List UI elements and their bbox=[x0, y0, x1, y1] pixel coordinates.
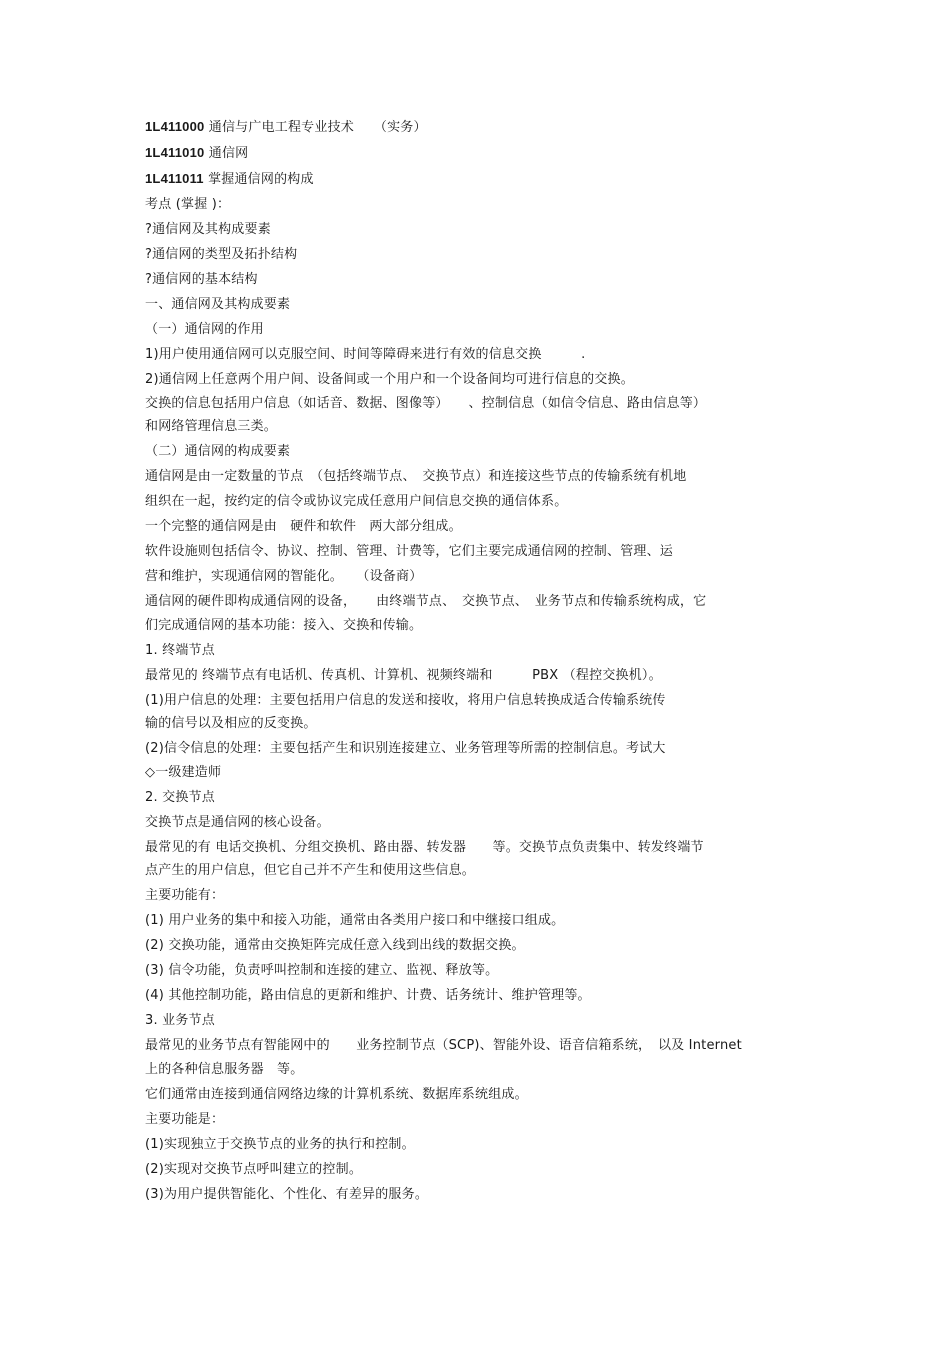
text-line: 一个完整的通信网是由 硬件和软件 两大部分组成。 bbox=[145, 519, 462, 534]
text-line: 它们通常由连接到通信网络边缘的计算机系统、数据库系统组成。 bbox=[145, 1087, 528, 1102]
text-line: 点产生的用户信息，但它自己并不产生和使用这些信息。 bbox=[145, 863, 476, 878]
text-line: (2)实现对交换节点呼叫建立的控制。 bbox=[145, 1162, 363, 1177]
text-lines bbox=[145, 197, 825, 1203]
section-code: 1L411000 bbox=[145, 119, 205, 134]
text-line: (3) 信令功能，负责呼叫控制和连接的建立、监视、释放等。 bbox=[145, 963, 499, 978]
section-title: 通信网 bbox=[208, 146, 249, 161]
text-line: (3)为用户提供智能化、个性化、有差异的服务。 bbox=[145, 1187, 429, 1202]
text-line: 最常见的 终端节点有电话机、传真机、计算机、视频终端和 PBX （程控交换机）。 bbox=[145, 668, 662, 683]
text-line: 最常见的有 电话交换机、分组交换机、路由器、转发器 等。交换节点负责集中、转发终端节 bbox=[145, 840, 704, 855]
text-line: 一、通信网及其构成要素 bbox=[145, 297, 291, 312]
document-body bbox=[145, 119, 825, 1203]
text-line: 2. 交换节点 bbox=[145, 790, 215, 805]
section-title: 通信与广电工程专业技术 （实务） bbox=[208, 120, 427, 135]
section-title: 掌握通信网的构成 bbox=[208, 172, 314, 187]
text-line: 主要功能有： bbox=[145, 888, 225, 903]
text-line: (1)用户信息的处理：主要包括用户信息的发送和接收，将用户信息转换成适合传输系统传 bbox=[145, 693, 666, 708]
text-line: (4) 其他控制功能，路由信息的更新和维护、计费、话务统计、维护管理等。 bbox=[145, 988, 591, 1003]
text-line: 和网络管理信息三类。 bbox=[145, 419, 278, 434]
text-line: 交换节点是通信网的核心设备。 bbox=[145, 815, 330, 830]
text-line: 们完成通信网的基本功能：接入、交换和传输。 bbox=[145, 618, 423, 633]
text-line: 交换的信息包括用户信息（如话音、数据、图像等） 、控制信息（如信令信息、路由信息等） bbox=[145, 396, 707, 411]
text-line: 1. 终端节点 bbox=[145, 643, 215, 658]
heading-line bbox=[145, 119, 825, 136]
heading-line bbox=[145, 145, 825, 162]
section-code: 1L411011 bbox=[145, 171, 204, 186]
text-line: 2)通信网上任意两个用户间、设备间或一个用户和一个设备间均可进行信息的交换。 bbox=[145, 372, 634, 387]
text-line: 通信网的硬件即构成通信网的设备， 由终端节点、 交换节点、 业务节点和传输系统构成，它 bbox=[145, 594, 707, 609]
text-line: (1) 用户业务的集中和接入功能，通常由各类用户接口和中继接口组成。 bbox=[145, 913, 565, 928]
text-line: 最常见的业务节点有智能网中的 业务控制节点（SCP)、智能外设、语音信箱系统， 以及 Internet bbox=[145, 1038, 742, 1053]
text-line: 输的信号以及相应的反变换。 bbox=[145, 716, 317, 731]
text-line: 1)用户使用通信网可以克服空间、时间等障碍来进行有效的信息交换 . bbox=[145, 347, 586, 362]
text-line: 营和维护，实现通信网的智能化。 （设备商） bbox=[145, 569, 423, 584]
text-line: (1)实现独立于交换节点的业务的执行和控制。 bbox=[145, 1137, 415, 1152]
text-line: （二）通信网的构成要素 bbox=[145, 444, 291, 459]
text-line: 考点 (掌握 )： bbox=[145, 197, 231, 212]
text-line: 上的各种信息服务器 等。 bbox=[145, 1062, 304, 1077]
text-line: ?通信网的基本结构 bbox=[145, 272, 258, 287]
section-code: 1L411010 bbox=[145, 145, 205, 160]
text-line: 主要功能是： bbox=[145, 1112, 225, 1127]
text-line: ?通信网的类型及拓扑结构 bbox=[145, 247, 298, 262]
text-line: （一）通信网的作用 bbox=[145, 322, 264, 337]
text-line: (2)信令信息的处理：主要包括产生和识别连接建立、业务管理等所需的控制信息。考试大 bbox=[145, 741, 666, 756]
text-line: 3. 业务节点 bbox=[145, 1013, 215, 1028]
text-line: 软件设施则包括信令、协议、控制、管理、计费等，它们主要完成通信网的控制、管理、运 bbox=[145, 544, 674, 559]
text-line: ◇一级建造师 bbox=[145, 765, 222, 780]
text-line: 组织在一起，按约定的信令或协议完成任意用户间信息交换的通信体系。 bbox=[145, 494, 568, 509]
text-line: ?通信网及其构成要素 bbox=[145, 222, 271, 237]
heading-line bbox=[145, 171, 825, 188]
text-line: (2) 交换功能，通常由交换矩阵完成任意入线到出线的数据交换。 bbox=[145, 938, 525, 953]
text-line: 通信网是由一定数量的节点 （包括终端节点、 交换节点）和连接这些节点的传输系统有机地 bbox=[145, 469, 687, 484]
